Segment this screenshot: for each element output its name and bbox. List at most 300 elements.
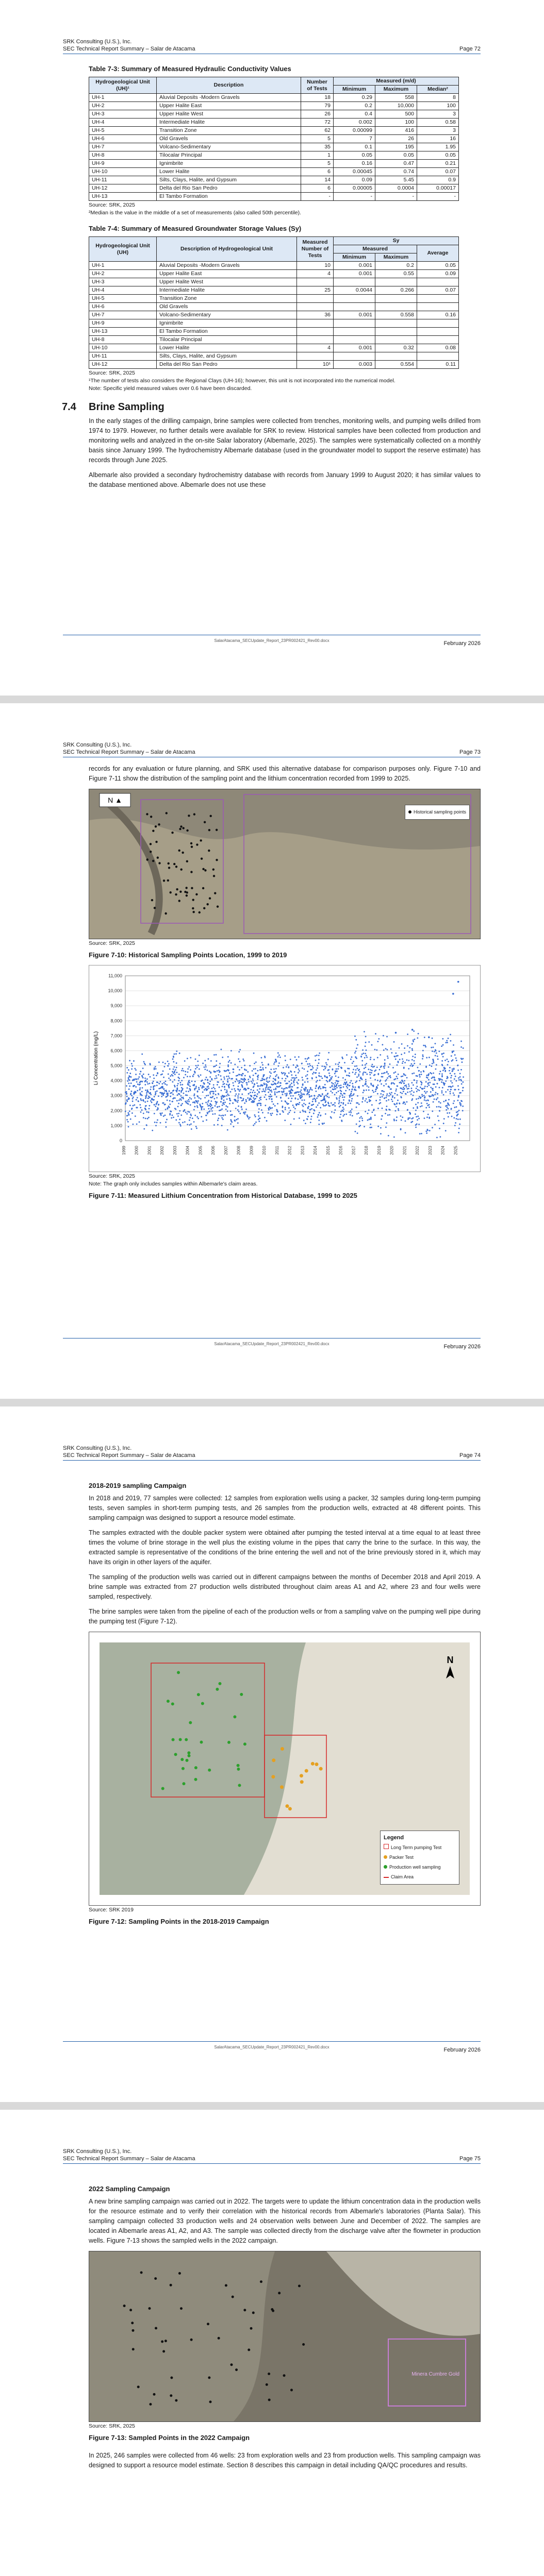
data-point (421, 1133, 422, 1134)
data-point (431, 1065, 433, 1067)
data-point (206, 1114, 207, 1116)
data-point (205, 1064, 206, 1066)
data-point (349, 1095, 350, 1096)
data-point (271, 1098, 273, 1100)
data-point (211, 1079, 213, 1080)
data-point (449, 1086, 451, 1088)
map-point (169, 891, 171, 893)
data-point (220, 1115, 222, 1116)
data-point (349, 1096, 351, 1098)
data-point (443, 1123, 444, 1124)
table-7-4-cell (417, 319, 459, 328)
data-point (286, 1094, 288, 1096)
data-point (215, 1113, 216, 1115)
data-point (325, 1104, 327, 1106)
data-point (230, 1110, 232, 1112)
data-point (180, 1091, 182, 1093)
data-point (237, 1080, 239, 1082)
data-point (227, 1056, 229, 1058)
data-point (143, 1117, 144, 1118)
figure-7-10-map (89, 789, 481, 939)
data-point (157, 1073, 158, 1074)
page-header (63, 741, 481, 756)
data-point (355, 1039, 357, 1041)
table-7-4-cell (334, 278, 375, 286)
data-point (226, 1095, 227, 1096)
data-point (150, 1089, 152, 1090)
data-point (370, 1083, 372, 1084)
data-point (146, 1111, 147, 1113)
legend-item-label: Long Term pumping Test (391, 1845, 442, 1850)
data-point (227, 1064, 229, 1066)
data-point (201, 1108, 202, 1109)
data-point (323, 1097, 325, 1098)
report-title: SEC Technical Report Summary – Salar de Atacama (63, 749, 195, 755)
data-point (271, 1083, 272, 1085)
data-point (421, 1094, 423, 1095)
data-point (197, 1064, 199, 1066)
data-point (268, 1108, 269, 1109)
data-point (323, 1123, 325, 1124)
data-point (363, 1072, 365, 1073)
data-point (129, 1105, 131, 1106)
data-point (399, 1103, 401, 1105)
data-point (238, 1086, 239, 1087)
table-7-3-cell: UH-5 (89, 127, 157, 135)
data-point (251, 1096, 252, 1097)
data-point (330, 1077, 332, 1079)
data-point (153, 1099, 155, 1100)
data-point (176, 1113, 178, 1114)
data-point (329, 1066, 331, 1067)
data-point (128, 1077, 129, 1079)
legend-square-icon (384, 1844, 389, 1849)
data-point (388, 1086, 389, 1087)
data-point (211, 1088, 213, 1089)
data-point (254, 1094, 256, 1096)
data-point (268, 1109, 270, 1110)
map-point (206, 903, 208, 905)
data-point (414, 1063, 415, 1064)
map-point (194, 1766, 197, 1769)
data-point (282, 1078, 283, 1079)
data-point (164, 1066, 166, 1067)
data-point (277, 1086, 279, 1088)
data-point (450, 1040, 452, 1042)
table-7-4-cell (334, 303, 375, 311)
data-point (134, 1092, 136, 1093)
header-rule (63, 1460, 481, 1461)
table-row (89, 328, 459, 336)
data-point (341, 1121, 343, 1122)
data-point (282, 1110, 284, 1112)
data-point (438, 1106, 440, 1108)
data-point (308, 1091, 310, 1093)
data-point (166, 1119, 168, 1121)
data-point (190, 1090, 191, 1091)
data-point (224, 1078, 225, 1080)
data-point (155, 1093, 157, 1094)
data-point (265, 1083, 267, 1085)
table-7-3-cell: UH-4 (89, 118, 157, 127)
data-point (322, 1087, 324, 1089)
data-point (186, 1113, 188, 1115)
data-point (451, 1108, 452, 1109)
data-point (294, 1112, 295, 1113)
table-row (89, 176, 459, 184)
data-point (128, 1114, 129, 1116)
data-point (301, 1094, 303, 1096)
data-point (126, 1099, 128, 1101)
data-point (192, 1117, 193, 1119)
data-point (301, 1093, 302, 1094)
data-point (254, 1083, 255, 1084)
data-point (148, 1112, 150, 1113)
table-7-3-cell: 16 (417, 135, 459, 143)
data-point (460, 1105, 461, 1106)
data-point (245, 1089, 247, 1091)
data-point (388, 1109, 390, 1110)
data-point (136, 1079, 138, 1080)
data-point (369, 1118, 370, 1120)
data-point (338, 1091, 339, 1092)
data-point (236, 1079, 238, 1080)
data-point (160, 1122, 161, 1124)
table-7-4-cell: Upper Halite West (157, 278, 297, 286)
data-point (302, 1084, 304, 1086)
data-point (452, 1050, 453, 1052)
figure-7-11-source: Source: SRK, 2025 (89, 1173, 135, 1179)
data-point (309, 1063, 310, 1065)
y-tick-label: 6,000 (110, 1048, 122, 1054)
data-point (404, 1080, 405, 1081)
table-7-3-cell: UH-10 (89, 168, 157, 176)
data-point (421, 1082, 422, 1083)
map-point (196, 843, 198, 845)
data-point (424, 1088, 425, 1089)
data-point (193, 1095, 195, 1096)
table-7-3-cell: 26 (301, 110, 334, 118)
table-7-4-body (89, 262, 459, 369)
data-point (288, 1107, 290, 1109)
table-7-4-cell: Lower Halite (157, 344, 297, 352)
map-point (158, 823, 160, 825)
figure-7-12-legend (380, 1831, 459, 1885)
data-point (455, 1057, 457, 1059)
data-point (238, 1106, 239, 1107)
map-point (132, 2348, 135, 2350)
data-point (227, 1069, 228, 1071)
data-point (429, 1064, 431, 1066)
data-point (365, 1053, 366, 1055)
data-point (210, 1106, 211, 1108)
data-point (244, 1069, 245, 1070)
table-row (89, 127, 459, 135)
data-point (230, 1062, 232, 1064)
data-point (424, 1096, 426, 1098)
data-point (334, 1073, 336, 1074)
data-point (215, 1094, 217, 1095)
data-point (380, 1079, 382, 1081)
data-point (131, 1063, 133, 1064)
data-point (411, 1098, 413, 1100)
data-point (194, 1072, 196, 1074)
data-point (441, 1053, 443, 1055)
data-point (205, 1079, 206, 1080)
data-point (450, 1091, 451, 1092)
table-7-4-cell: 25 (297, 286, 334, 295)
data-point (138, 1078, 139, 1080)
subsection-2018-2019-p2: The samples extracted with the double packer system were obtained after pumping the tested interval at a time equal to at least three times the volume of brine storage in the well plus the existing volume in the pipes that carry the brine to the surface. In this way, the extracted sample is representative of the conditions of the brine entering the well and not of the brine previously stored in it, which may have its origin in other layers of the aquifer. (89, 1529, 481, 1566)
data-point (160, 1088, 161, 1089)
map-point (161, 1787, 164, 1790)
map-point (154, 2277, 157, 2280)
data-point (218, 1070, 220, 1071)
data-point (355, 1081, 356, 1083)
data-point (172, 1071, 173, 1073)
data-point (432, 1088, 434, 1089)
data-point (178, 1074, 180, 1075)
data-point (387, 1049, 388, 1050)
data-point (299, 1096, 301, 1097)
data-point (398, 1062, 399, 1063)
data-point (227, 1080, 228, 1082)
data-point (459, 1073, 461, 1074)
data-point (228, 1077, 230, 1079)
subsection-2018-2019-p4: The brine samples were taken from the pipeline of each of the production wells or from a sampling valve on the pumping well pipe during the pumping test (Figure 7-12). (89, 1608, 481, 1625)
data-point (260, 1105, 261, 1106)
col-measured: Measured (m/d) (334, 77, 459, 86)
table-7-3-cell: 416 (375, 127, 417, 135)
table-7-3-cell: 0.1 (334, 143, 375, 151)
map-point (148, 2307, 151, 2310)
map-point (140, 2271, 143, 2274)
data-point (238, 1111, 240, 1112)
data-point (409, 1065, 411, 1066)
data-point (376, 1049, 377, 1051)
data-point (421, 1105, 423, 1107)
data-point (188, 1066, 190, 1067)
data-point (202, 1087, 203, 1088)
data-point (206, 1089, 208, 1090)
data-point (392, 1100, 393, 1102)
data-point (324, 1084, 326, 1086)
page-72 (0, 0, 544, 696)
page-footer (63, 1338, 481, 1350)
data-point (218, 1093, 219, 1095)
data-point (210, 1100, 212, 1102)
data-point (436, 1053, 437, 1054)
data-point (167, 1094, 169, 1095)
data-point (284, 1088, 286, 1090)
data-point (356, 1107, 357, 1108)
data-point (337, 1068, 339, 1070)
map-point (300, 1780, 304, 1784)
data-point (408, 1088, 409, 1089)
data-point (413, 1073, 415, 1074)
data-point (317, 1067, 318, 1069)
table-7-4-cell: 0.003 (334, 361, 375, 369)
table-row (89, 151, 459, 160)
data-point (222, 1103, 224, 1104)
data-point (170, 1079, 171, 1081)
data-point (452, 1086, 454, 1087)
data-point (336, 1071, 338, 1072)
data-point (441, 1081, 442, 1083)
data-point (133, 1060, 135, 1062)
data-point (208, 1100, 209, 1101)
data-point (307, 1081, 309, 1082)
data-point (428, 1084, 430, 1086)
data-point (366, 1055, 367, 1056)
data-point (197, 1060, 199, 1062)
data-point (162, 1062, 164, 1063)
data-point (314, 1095, 316, 1097)
table-7-4-cell: 0.558 (375, 311, 417, 319)
section-title: Brine Sampling (89, 401, 164, 413)
data-point (206, 1120, 207, 1121)
data-point (145, 1090, 146, 1091)
data-point (460, 1079, 461, 1080)
data-point (161, 1096, 162, 1097)
data-point (364, 1126, 365, 1127)
data-point (265, 1105, 266, 1106)
data-point (183, 1097, 184, 1098)
data-point (296, 1077, 298, 1078)
data-point (138, 1100, 139, 1102)
data-point (448, 1099, 450, 1100)
data-point (127, 1112, 129, 1114)
data-point (335, 1063, 337, 1065)
map-point (209, 897, 211, 900)
data-point (253, 1069, 255, 1070)
data-point (176, 1091, 177, 1092)
data-point (285, 1107, 286, 1108)
data-point (174, 1085, 175, 1087)
col4-max: Maximum (375, 253, 417, 262)
table-row (89, 278, 459, 286)
data-point (199, 1069, 200, 1070)
data-point (433, 1076, 435, 1078)
data-point (146, 1078, 148, 1080)
y-axis-label: Li Concentration (mg/L) (93, 1031, 99, 1086)
data-point (444, 1067, 446, 1069)
data-point (183, 1077, 185, 1078)
map-point (240, 1693, 243, 1696)
data-point (406, 1086, 407, 1088)
data-point (311, 1116, 312, 1117)
data-point (318, 1075, 320, 1076)
data-point (242, 1058, 244, 1060)
data-point (143, 1113, 144, 1114)
data-point (300, 1095, 301, 1096)
data-point (259, 1069, 261, 1071)
data-point (144, 1063, 145, 1064)
data-point (351, 1080, 352, 1081)
data-point (410, 1093, 412, 1095)
data-point (401, 1093, 403, 1094)
data-point (415, 1104, 417, 1105)
data-point (296, 1059, 298, 1061)
data-point (339, 1097, 340, 1099)
data-point (366, 1090, 367, 1091)
table-row (89, 295, 459, 303)
table-7-4-cell (297, 295, 334, 303)
data-point (257, 1078, 258, 1080)
y-tick-label: 2,000 (110, 1108, 122, 1113)
data-point (388, 1095, 390, 1097)
data-point (270, 1113, 271, 1114)
data-point (331, 1086, 333, 1088)
x-tick-label: 2021 (402, 1146, 407, 1155)
data-point (175, 1109, 176, 1110)
data-point (329, 1079, 331, 1081)
map-point (268, 2372, 270, 2375)
data-point (242, 1073, 244, 1075)
data-point (345, 1104, 347, 1106)
data-point (270, 1073, 272, 1074)
data-point (377, 1108, 379, 1109)
table-7-4-cell (297, 328, 334, 336)
data-point (413, 1092, 415, 1093)
data-point (233, 1082, 234, 1083)
data-point (154, 1104, 155, 1106)
data-point (401, 1054, 402, 1055)
data-point (126, 1072, 128, 1074)
data-point (309, 1065, 311, 1066)
data-point (277, 1111, 278, 1112)
data-point (196, 1128, 197, 1129)
data-point (318, 1103, 320, 1104)
data-point (344, 1071, 346, 1073)
data-point (248, 1081, 250, 1082)
data-point (411, 1059, 413, 1061)
map-point (175, 2399, 177, 2402)
data-point (350, 1112, 352, 1113)
col4-desc: Description of Hydrogeological Unit (157, 237, 297, 262)
map-point (197, 1693, 200, 1696)
data-point (306, 1061, 307, 1062)
map-point (123, 2304, 126, 2307)
table-7-3-cell: 79 (301, 102, 334, 110)
map-point (213, 875, 215, 877)
data-point (275, 1060, 277, 1061)
data-point (289, 1112, 290, 1113)
data-point (449, 1070, 450, 1072)
data-point (125, 1102, 127, 1104)
data-point (126, 1100, 128, 1102)
data-point (309, 1089, 310, 1091)
data-point (357, 1132, 358, 1134)
data-point (204, 1097, 206, 1098)
data-point (197, 1075, 199, 1076)
x-tick-label: 2004 (185, 1146, 190, 1155)
data-point (299, 1070, 300, 1072)
data-point (447, 1089, 449, 1091)
data-point (193, 1121, 195, 1123)
table-7-4-cell: 0.554 (375, 361, 417, 369)
data-point (253, 1090, 254, 1091)
data-point (286, 1075, 288, 1077)
data-point (185, 1094, 187, 1096)
data-point (128, 1069, 129, 1071)
data-point (395, 1120, 397, 1121)
data-point (326, 1080, 327, 1081)
data-point (424, 1045, 426, 1046)
data-point (187, 1071, 189, 1073)
data-point (378, 1038, 380, 1040)
data-point (360, 1078, 361, 1079)
